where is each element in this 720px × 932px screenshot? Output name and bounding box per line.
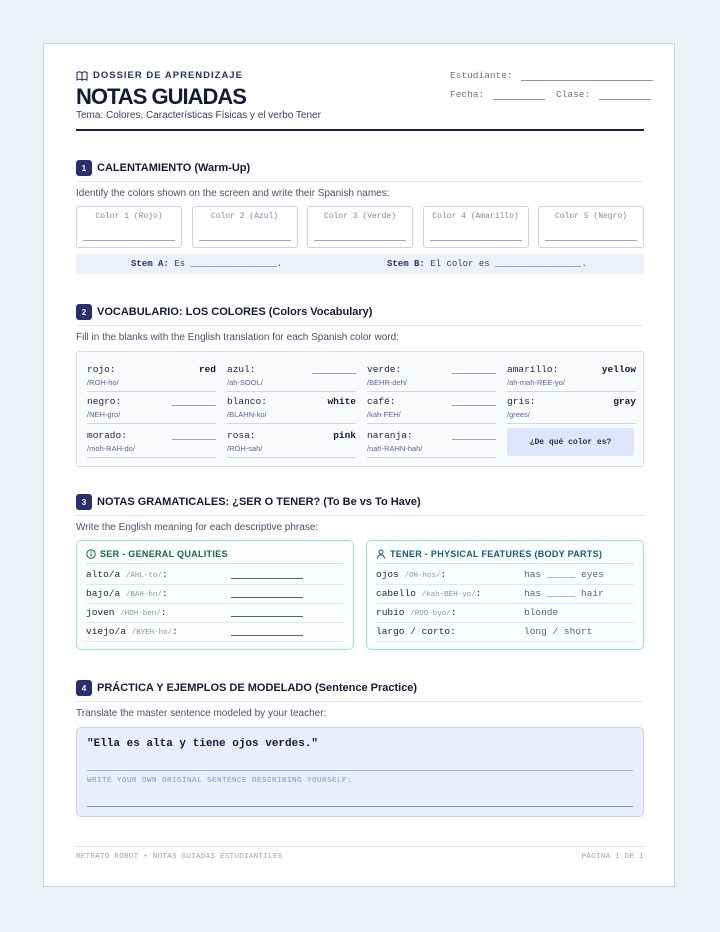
grammar-term: rubio /ROO-byo/: (376, 607, 457, 618)
grammar-row (376, 566, 634, 585)
sentence-stems (76, 254, 644, 274)
tener-card (366, 540, 644, 650)
footer-right: PÁGINA 1 DE 1 (581, 853, 644, 861)
vocab-item (367, 361, 496, 392)
vocab-word: blanco: (227, 396, 267, 407)
answer-blank[interactable] (231, 597, 303, 598)
answer-blank[interactable] (172, 405, 216, 406)
grammar-term: bajo/a /BAH-ho/: (86, 588, 168, 599)
stem-a (131, 259, 282, 269)
tener-card-title: TENER - PHYSICAL FEATURES (BODY PARTS) (390, 549, 603, 559)
practice-box (76, 727, 644, 817)
color-label: Color 4 (Amarillo) (432, 212, 519, 221)
grammar-row (376, 604, 634, 623)
vocab-word: amarillo: (507, 364, 559, 375)
grammar-word: ojos (376, 569, 399, 580)
section-title: PRÁCTICA Y EJEMPLOS DE MODELADO (Sentence Practice) (97, 682, 418, 694)
stem-b-label: Stem B: (387, 259, 425, 269)
section-number: 3 (76, 494, 92, 510)
color-boxes (76, 206, 644, 248)
grammar-row (376, 585, 634, 604)
answer-blank[interactable] (231, 635, 303, 636)
vocab-answer: pink (333, 430, 356, 441)
color-box[interactable] (538, 206, 644, 248)
answer-blank[interactable] (452, 373, 496, 374)
section-header (76, 493, 644, 516)
ser-card-header (86, 549, 228, 559)
color-box[interactable] (192, 206, 298, 248)
vocab-item (227, 393, 356, 424)
book-icon (76, 71, 88, 81)
class-label: Clase: (556, 89, 591, 100)
section-title: NOTAS GRAMATICALES: ¿SER O TENER? (To Be vs To Have) (97, 496, 421, 508)
kicker-text: DOSSIER DE APRENDIZAJE (93, 70, 243, 81)
color-box[interactable] (76, 206, 182, 248)
grammar-word: rubio (376, 607, 405, 618)
write-prompt: WRITE YOUR OWN ORIGINAL SENTENCE DESCRIBING YOURSELF: (87, 777, 353, 785)
section-header (76, 159, 644, 182)
vocab-answer: yellow (601, 364, 636, 375)
class-field[interactable] (599, 99, 651, 100)
date-field[interactable] (493, 99, 545, 100)
vocab-item (87, 427, 216, 458)
grammar-cards (76, 540, 644, 650)
grammar-answer: has _____ eyes (524, 569, 604, 580)
vocab-pronunciation: /grees/ (507, 410, 530, 419)
vocab-word: gris: (507, 396, 536, 407)
info-icon (86, 549, 96, 559)
vocab-word: azul: (227, 364, 256, 375)
grammar-pronunciation: /kah-BEH-yo/ (421, 591, 476, 599)
stem-a-label: Stem A: (131, 259, 169, 269)
footer (76, 846, 644, 861)
vocab-word: negro: (87, 396, 122, 407)
section-warmup (76, 159, 644, 274)
stem-a-text: Es ________________. (174, 259, 283, 269)
vocab-answer: white (327, 396, 356, 407)
color-question: ¿De qué color es? (507, 428, 634, 456)
vocab-item (227, 361, 356, 392)
vocab-word: rojo: (87, 364, 116, 375)
vocab-pronunciation: /nah-RAHN-hah/ (367, 444, 423, 453)
vocab-item (87, 393, 216, 424)
grammar-row (86, 585, 344, 604)
section-instruction: Fill in the blanks with the English translation for each Spanish color word: (76, 332, 399, 343)
stem-b (387, 259, 587, 269)
footer-left: RETRATO ROBOT • NOTAS GUIADAS ESTUDIANTILES (76, 853, 283, 861)
vocab-pronunciation: /BEHR-deh/ (367, 378, 408, 387)
section-instruction: Translate the master sentence modeled by your teacher: (76, 708, 327, 719)
vocab-item (367, 393, 496, 424)
model-sentence: "Ella es alta y tiene ojos verdes." (87, 738, 319, 750)
ser-card-title: SER - GENERAL QUALITIES (100, 549, 228, 559)
grammar-row (376, 623, 634, 642)
grammar-word: bajo/a (86, 588, 121, 599)
grammar-row (86, 623, 344, 642)
grammar-term: cabello /kah-BEH-yo/: (376, 588, 482, 599)
vocabulary-grid (76, 351, 644, 467)
section-header (76, 303, 644, 326)
header (76, 70, 644, 130)
vocab-item (227, 427, 356, 458)
grammar-term: viejo/a /BYEH-ho/: (86, 626, 178, 637)
color-box[interactable] (423, 206, 529, 248)
vocab-item (367, 427, 496, 458)
grammar-row (86, 566, 344, 585)
section-number: 2 (76, 304, 92, 320)
vocab-item (87, 361, 216, 392)
answer-blank[interactable] (231, 616, 303, 617)
color-label: Color 5 (Negro) (554, 212, 627, 221)
section-title: CALENTAMIENTO (Warm-Up) (97, 162, 251, 174)
section-vocabulary (76, 303, 644, 467)
worksheet-page (43, 43, 675, 887)
vocab-pronunciation: /ah-mah-REE-yo/ (507, 378, 565, 387)
color-label: Color 1 (Rojo) (95, 212, 163, 221)
vocab-item (507, 393, 636, 424)
grammar-pronunciation: /HOH-ben/ (120, 610, 161, 618)
grammar-word: cabello (376, 588, 416, 599)
vocab-word: morado: (87, 430, 127, 441)
section-title: VOCABULARIO: LOS COLORES (Colors Vocabulary) (97, 306, 373, 318)
section-grammar (76, 493, 644, 650)
grammar-pronunciation: /BAH-ho/ (125, 591, 162, 599)
student-info (450, 70, 644, 110)
stem-b-text: El color es ________________. (430, 259, 587, 269)
color-label: Color 2 (Azul) (210, 212, 279, 221)
vocab-pronunciation: /moh-RAH-do/ (87, 444, 135, 453)
color-label: Color 3 (Verde) (323, 212, 396, 221)
grammar-pronunciation: /ROO-byo/ (410, 610, 451, 618)
vocab-pronunciation: /BLAHN-ko/ (227, 410, 267, 419)
grammar-term: joven /HOH-ben/: (86, 607, 167, 618)
grammar-row (86, 604, 344, 623)
vocab-word: naranja: (367, 430, 413, 441)
answer-blank[interactable] (231, 578, 303, 579)
section-number: 4 (76, 680, 92, 696)
grammar-term: ojos /OH-hos/: (376, 569, 447, 580)
answer-blank[interactable] (172, 439, 216, 440)
tener-card-header (376, 549, 602, 559)
grammar-pronunciation: /AHL-to/ (125, 572, 162, 580)
grammar-answer: long / short (524, 626, 593, 637)
vocab-answer: gray (613, 396, 636, 407)
grammar-word: viejo/a (86, 626, 126, 637)
grammar-term: alto/a /AHL-to/: (86, 569, 168, 580)
section-instruction: Identify the colors shown on the screen and write their Spanish names: (76, 188, 390, 199)
page-title: NOTAS GUIADAS (76, 84, 246, 109)
vocab-word: café: (367, 396, 396, 407)
grammar-word: joven (86, 607, 115, 618)
vocab-pronunciation: /ROH-sah/ (227, 444, 263, 453)
vocab-pronunciation: /ROH-ho/ (87, 378, 119, 387)
own-sentence-line[interactable] (87, 806, 633, 807)
grammar-pronunciation: /BYEH-ho/ (131, 629, 173, 637)
vocab-word: rosa: (227, 430, 256, 441)
vocab-item (507, 361, 636, 392)
student-field[interactable] (521, 80, 653, 81)
answer-blank[interactable] (452, 439, 496, 440)
vocab-answer: red (198, 364, 216, 375)
section-number: 1 (76, 160, 92, 176)
grammar-answer: blonde (524, 607, 559, 618)
student-label: Estudiante: (450, 70, 513, 81)
header-rule (76, 129, 644, 131)
grammar-pronunciation: /OH-hos/ (404, 572, 441, 580)
answer-blank[interactable] (452, 405, 496, 406)
color-box[interactable] (307, 206, 413, 248)
translation-line[interactable] (87, 770, 633, 771)
page-subtitle: Tema: Colores, Características Físicas y el verbo Tener (76, 110, 321, 121)
section-practice (76, 679, 644, 817)
date-label: Fecha: (450, 89, 485, 100)
vocab-pronunciation: /ah-SOOL/ (227, 378, 263, 387)
grammar-answer: has _____ hair (524, 588, 604, 599)
ser-card (76, 540, 354, 650)
grammar-word: alto/a (86, 569, 121, 580)
answer-blank[interactable] (312, 373, 356, 374)
vocab-word: verde: (367, 364, 402, 375)
section-instruction: Write the English meaning for each descriptive phrase: (76, 522, 319, 533)
person-icon (376, 549, 386, 559)
grammar-term: largo / corto: (376, 626, 456, 637)
vocab-pronunciation: /kah-FEH/ (367, 410, 401, 419)
section-header (76, 679, 644, 702)
vocab-pronunciation: /NEH-gro/ (87, 410, 121, 419)
grammar-word: largo / corto (376, 626, 451, 637)
